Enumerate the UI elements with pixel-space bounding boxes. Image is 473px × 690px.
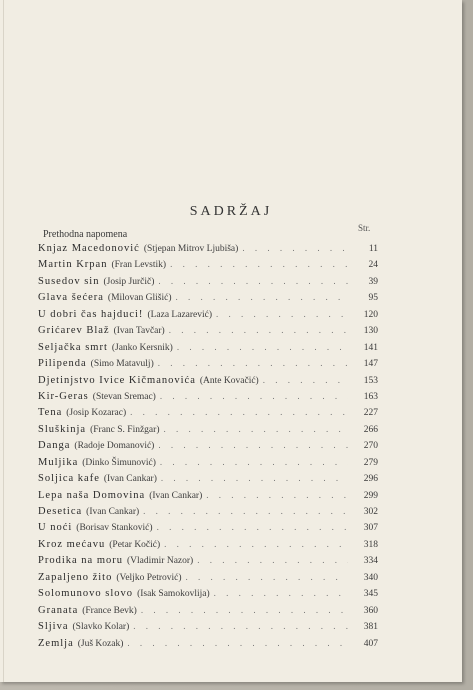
table-of-contents [38, 243, 378, 654]
toc-entry-author: (Borisav Stanković) [76, 523, 153, 534]
toc-entry-page: 120 [363, 309, 378, 320]
page-title: SADRŽAJ [189, 204, 273, 219]
toc-entry-page: 141 [363, 342, 378, 353]
toc-leader-dots [164, 539, 348, 549]
toc-leader-dots [133, 621, 348, 631]
toc-entry-title: Glava šećera [38, 292, 104, 304]
toc-entry-title: Sljiva [38, 621, 69, 633]
toc-entry [38, 243, 378, 259]
toc-entry-author: (Josip Kozarac) [66, 408, 127, 419]
toc-entry [38, 621, 378, 637]
toc-leader-dots [160, 457, 348, 467]
toc-entry-page: 381 [363, 622, 378, 633]
toc-entry-title: Desetica [38, 506, 83, 517]
toc-entry-page: 360 [363, 605, 378, 616]
toc-entry-page: 302 [363, 507, 378, 517]
preface-entry: Prethodna napomena [43, 229, 128, 240]
toc-leader-dots [177, 342, 348, 352]
toc-leader-dots [141, 605, 348, 615]
toc-entry-title: Kir-Geras [38, 390, 89, 402]
toc-entry-author: (Petar Kočić) [109, 539, 161, 550]
toc-entry [38, 506, 378, 522]
toc-entry-author: (Laza Lazarević) [147, 309, 213, 320]
toc-leader-dots [263, 375, 348, 385]
toc-entry-title: Djetinjstvo Ivice Kičmanovića [38, 374, 196, 386]
toc-entry-author: (Stjepan Mitrov Ljubiša) [143, 244, 239, 254]
toc-entry-title: Zemlja [38, 637, 74, 649]
toc-leader-dots [130, 407, 348, 417]
toc-entry-page: 153 [363, 375, 378, 386]
toc-entry-author: (Ivan Cankar) [86, 507, 140, 517]
toc-entry-author: (Ivan Tavčar) [113, 326, 165, 337]
toc-entry-title: Kroz mećavu [38, 538, 106, 550]
toc-leader-dots [242, 243, 348, 253]
toc-entry-author: (Radoje Domanović) [74, 441, 155, 452]
toc-entry-title: Susedov sin [38, 275, 100, 287]
toc-leader-dots [143, 506, 348, 516]
toc-leader-dots [169, 325, 348, 335]
toc-entry-author: (Isak Samokovlija) [137, 589, 210, 600]
toc-entry-author: (Milovan Glišić) [107, 293, 172, 304]
toc-entry-author: (Stevan Sremac) [92, 391, 156, 402]
toc-entry-title: Soljica kafe [38, 473, 100, 485]
toc-leader-dots [157, 522, 348, 532]
toc-entry [38, 605, 378, 621]
toc-entry-title: Martin Krpan [38, 259, 108, 271]
toc-entry-page: 227 [363, 408, 378, 419]
toc-leader-dots [206, 490, 348, 500]
toc-leader-dots [186, 572, 348, 582]
toc-entry [38, 539, 378, 555]
toc-leader-dots [161, 473, 348, 483]
page-column-label: Str. [358, 223, 371, 233]
toc-entry-page: 296 [363, 474, 378, 485]
toc-entry-page: 345 [363, 589, 378, 600]
toc-entry-title: Granata [38, 604, 79, 616]
toc-entry-author: (Fran Levstik) [111, 260, 167, 271]
toc-entry-title: Lepa naša Domovina [38, 489, 146, 501]
toc-entry-title: Grićarev Blaž [38, 325, 110, 337]
toc-entry-page: 407 [363, 638, 378, 649]
toc-entry-page: 147 [363, 359, 378, 370]
toc-leader-dots [160, 391, 348, 401]
toc-leader-dots [170, 259, 348, 269]
toc-entry-author: (France Bevk) [82, 605, 137, 616]
toc-entry-page: 11 [368, 244, 378, 254]
toc-leader-dots [176, 292, 348, 302]
toc-entry-author: (Slavko Kolar) [72, 622, 130, 633]
toc-entry-title: Sluškinja [38, 423, 87, 435]
toc-entry-page: 24 [368, 260, 378, 271]
toc-leader-dots [216, 309, 348, 319]
toc-entry [38, 276, 378, 292]
toc-entry [38, 358, 378, 374]
toc-entry-title: Pilipenda [38, 358, 87, 370]
toc-entry-title: Danga [38, 440, 71, 452]
toc-entry [38, 522, 378, 538]
toc-entry-title: Seljačka smrt [38, 341, 108, 353]
toc-entry-title: Zapaljeno žito [38, 571, 113, 583]
toc-entry-author: (Ante Kovačić) [199, 375, 259, 386]
toc-leader-dots [214, 588, 348, 598]
toc-leader-dots [127, 638, 348, 648]
toc-entry [38, 325, 378, 341]
toc-entry [38, 342, 378, 358]
toc-entry-author: (Veljko Petrović) [116, 572, 182, 583]
toc-entry-author: (Janko Kersnik) [111, 342, 173, 353]
toc-entry [38, 588, 378, 604]
toc-entry-page: 299 [363, 490, 378, 501]
toc-entry [38, 490, 378, 506]
toc-entry-author: (Juš Kozak) [77, 638, 124, 649]
page-spine-line [3, 0, 4, 682]
toc-leader-dots [163, 424, 348, 434]
toc-entry-title: U dobri čas hajduci! [38, 308, 144, 320]
toc-entry [38, 555, 378, 571]
toc-entry [38, 424, 378, 440]
toc-leader-dots [158, 440, 348, 450]
toc-entry-page: 270 [363, 441, 378, 452]
toc-entry [38, 407, 378, 423]
toc-entry [38, 259, 378, 275]
toc-entry-author: (Vladimir Nazor) [127, 556, 194, 567]
toc-entry-page: 318 [363, 539, 378, 550]
toc-entry-author: (Josip Jurčič) [103, 276, 155, 287]
toc-entry-author: (Ivan Cankar) [103, 474, 157, 485]
toc-entry [38, 440, 378, 456]
toc-entry-author: (Franc S. Finžgar) [90, 424, 160, 435]
toc-entry-page: 340 [363, 572, 378, 583]
toc-entry-title: Prodika na moru [38, 555, 123, 567]
toc-entry-page: 163 [363, 391, 378, 402]
toc-entry-page: 307 [363, 523, 378, 534]
toc-entry-page: 334 [363, 556, 378, 567]
toc-entry-page: 95 [368, 293, 378, 304]
toc-entry-author: (Simo Matavulj) [90, 359, 154, 370]
toc-entry-page: 266 [363, 424, 378, 435]
toc-entry-title: U noći [38, 522, 73, 534]
toc-entry-page: 279 [363, 457, 378, 468]
toc-leader-dots [158, 358, 348, 368]
toc-entry-title: Knjaz Macedonović [38, 243, 140, 254]
toc-entry [38, 309, 378, 325]
toc-leader-dots [158, 276, 348, 286]
toc-entry-author: (Dinko Šimunović) [82, 457, 156, 468]
toc-entry [38, 638, 378, 654]
toc-entry-page: 39 [368, 276, 378, 287]
toc-entry [38, 457, 378, 473]
toc-entry [38, 572, 378, 588]
toc-entry-author: (Ivan Cankar) [149, 490, 203, 501]
toc-entry [38, 292, 378, 308]
toc-entry [38, 375, 378, 391]
toc-entry [38, 473, 378, 489]
toc-leader-dots [197, 555, 348, 565]
toc-entry-page: 130 [363, 326, 378, 337]
toc-entry-title: Solomunovo slovo [38, 588, 134, 600]
toc-entry-title: Tena [38, 407, 63, 419]
toc-entry [38, 391, 378, 407]
toc-entry-title: Muljika [38, 456, 79, 468]
